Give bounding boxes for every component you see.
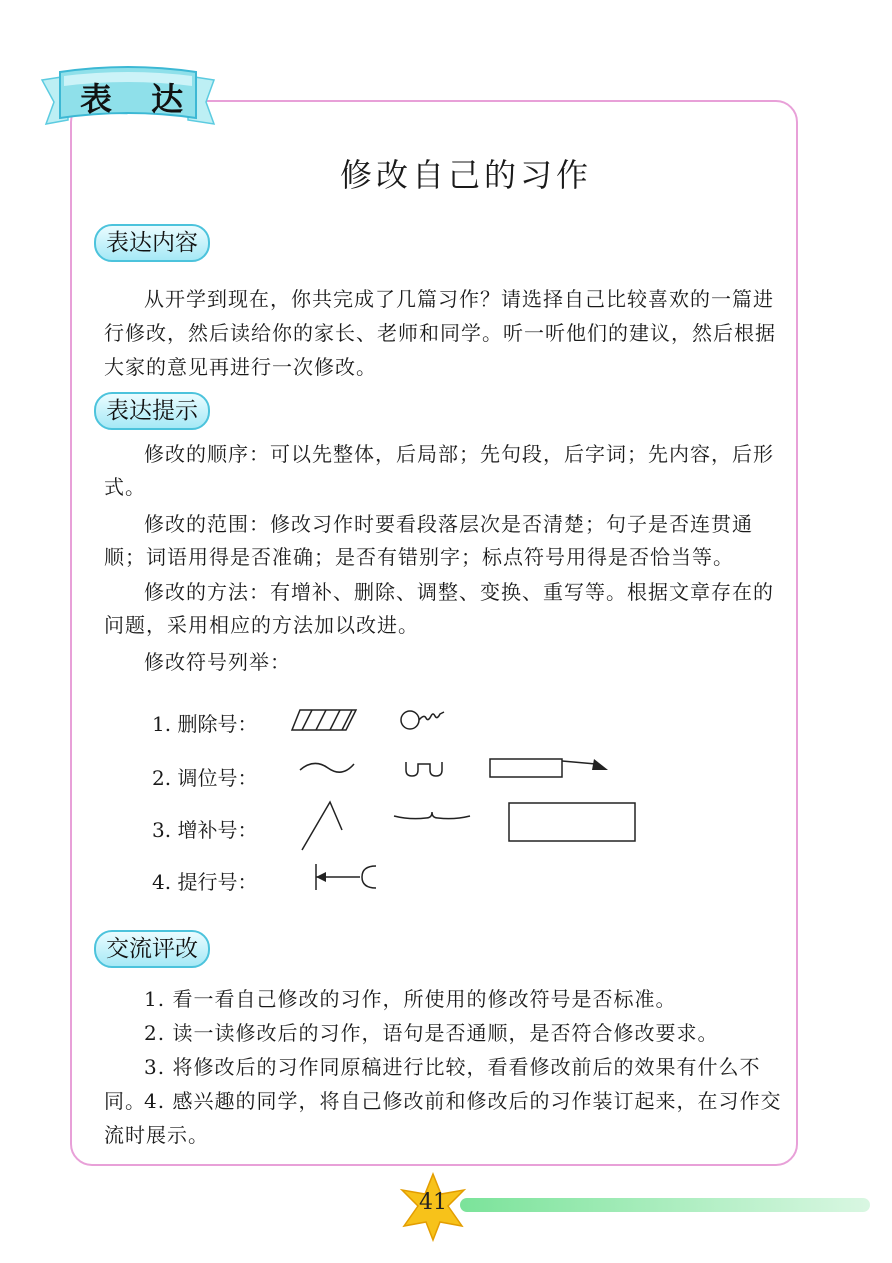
- exchange-item-3: 3. 将修改后的习作同原稿进行比较，看看修改前后的效果有什么不同。: [104, 1055, 761, 1113]
- tips-method: 修改的方法：有增补、删除、调整、变换、重写等。根据文章存在的问题，采用相应的方法加以改进。: [104, 580, 774, 637]
- heading-exchange: 交流评改: [94, 930, 210, 968]
- tips-scope: 修改的范围：修改习作时要看段落层次是否清楚；句子是否连贯通顺；词语用得是否准确；是否有错别字；标点符号用得是否恰当等。: [104, 512, 753, 569]
- symbol-label-delete: 1. 删除号：: [152, 712, 258, 736]
- swap-bracket-icon: [402, 756, 450, 780]
- symbol-label-newline: 4. 提行号：: [152, 870, 258, 894]
- delete-loop-icon: [398, 704, 448, 734]
- exchange-item-2: 2. 读一读修改后的习作，语句是否通顺，是否符合修改要求。: [144, 1021, 719, 1045]
- heading-tips: 表达提示: [94, 392, 210, 430]
- page-number: 41: [419, 1190, 447, 1215]
- insert-caret-icon: [298, 798, 348, 854]
- exchange-item-4: 4. 感兴趣的同学，将自己修改前和修改后的习作装订起来，在习作交流时展示。: [104, 1089, 782, 1147]
- footer-bar: [460, 1198, 870, 1212]
- delete-hatch-icon: [290, 706, 360, 734]
- swap-wave-icon: [298, 756, 358, 780]
- exchange-item-1: 1. 看一看自己修改的习作，所使用的修改符号是否标准。: [144, 987, 677, 1011]
- insert-box-icon: [506, 800, 638, 844]
- heading-content: 表达内容: [94, 224, 210, 262]
- symbol-label-swap: 2. 调位号：: [152, 766, 258, 790]
- tips-order: 修改的顺序：可以先整体，后局部；先句段，后字词；先内容，后形式。: [104, 442, 774, 499]
- page-title: 修改自己的习作: [339, 156, 592, 194]
- section-tag: 表 达: [80, 80, 198, 118]
- newline-arrow-icon: [310, 860, 380, 894]
- content-paragraph: 从开学到现在，你共完成了几篇习作？请选择自己比较喜欢的一篇进行修改，然后读给你的家长、老师和同学。听一听他们的建议，然后根据大家的意见再进行一次修改。: [104, 287, 776, 379]
- tips-symbols-intro: 修改符号列举：: [144, 650, 291, 674]
- swap-move-icon: [488, 756, 612, 782]
- symbol-label-insert: 3. 增补号：: [152, 818, 258, 842]
- insert-brace-icon: [392, 808, 472, 828]
